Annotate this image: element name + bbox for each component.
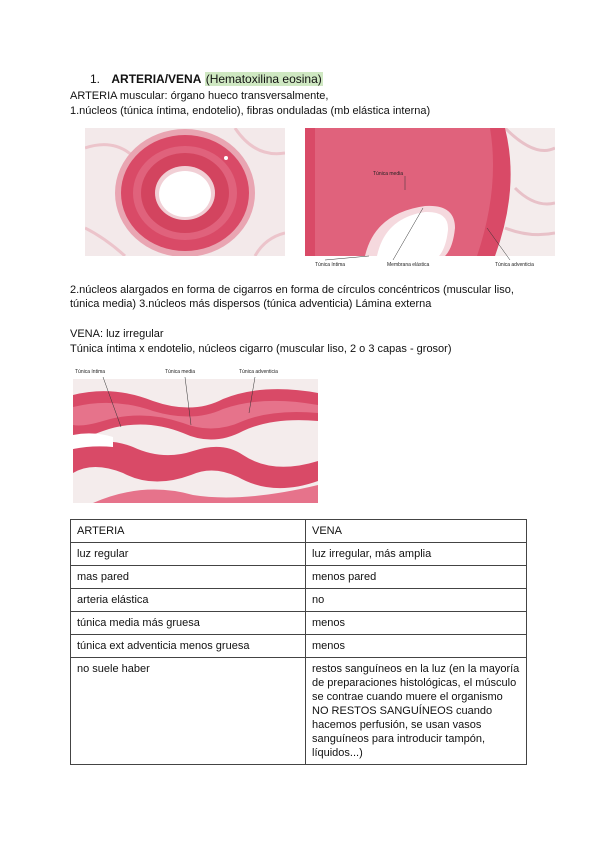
artery-micrograph-left (85, 128, 285, 256)
table-cell: túnica ext adventicia menos gruesa (71, 635, 306, 658)
table-cell: túnica media más gruesa (71, 612, 306, 635)
arteria-point-1: 1.núcleos (túnica íntima, endotelio), fibras onduladas (mb elástica interna) (70, 105, 431, 117)
table-cell: menos (306, 612, 527, 635)
table-cell: menos pared (306, 566, 527, 589)
table-row (71, 635, 527, 658)
table-row (71, 658, 527, 765)
comparison-table-body (71, 520, 527, 765)
arteria-point-2-line-2: túnica media) 3.núcleos más dispersos (túnica adventicia) Lámina externa (70, 298, 432, 310)
label-tunica-media: Túnica media (373, 171, 404, 177)
table-row (71, 612, 527, 635)
table-header-cell: ARTERIA (71, 520, 306, 543)
table-cell: arteria elástica (71, 589, 306, 612)
table-header-cell: VENA (306, 520, 527, 543)
artery-micrograph-right (305, 128, 555, 268)
comparison-table (70, 519, 527, 765)
table-cell: no suele haber (71, 658, 306, 765)
table-header-row (71, 520, 527, 543)
label-vein-adventicia: Túnica adventicia (239, 369, 278, 375)
vein-micrograph (73, 365, 318, 503)
label-tunica-intima: Túnica íntima (315, 262, 346, 268)
table-cell: no (306, 589, 527, 612)
arteria-intro: ARTERIA muscular: órgano hueco transversalmente, (70, 90, 329, 102)
vena-detail: Túnica íntima x endotelio, núcleos cigarro (muscular liso, 2 o 3 capas - grosor) (70, 343, 452, 355)
table-cell: restos sanguíneos en la luz (en la mayoría de preparaciones histológicas, el músculo se contrae cuando muere el organismo NO RESTOS SANGUÍNEOS cuando hacemos perfusión, se usan vasos sanguíneos para introducir tampón, líquidos...) (306, 658, 527, 765)
arteria-point-2-line-1: 2.núcleos alargados en forma de cigarros en forma de círculos concéntricos (muscular liso, (70, 284, 514, 296)
table-row (71, 543, 527, 566)
heading-number: 1. (90, 72, 101, 86)
table-cell: luz regular (71, 543, 306, 566)
heading-title: ARTERIA/VENA (111, 72, 202, 86)
vena-intro: VENA: luz irregular (70, 328, 164, 340)
label-vein-intima: Túnica íntima (75, 369, 106, 375)
table-cell: menos (306, 635, 527, 658)
heading-highlight: (Hematoxilina eosina) (205, 72, 322, 86)
label-vein-media: Túnica media (165, 369, 196, 375)
label-adventicia: Túnica adventicia (495, 262, 534, 268)
section-heading (90, 72, 323, 87)
label-membrana: Membrana elástica (387, 262, 430, 268)
table-cell: luz irregular, más amplia (306, 543, 527, 566)
table-row (71, 566, 527, 589)
table-row (71, 589, 527, 612)
table-cell: mas pared (71, 566, 306, 589)
